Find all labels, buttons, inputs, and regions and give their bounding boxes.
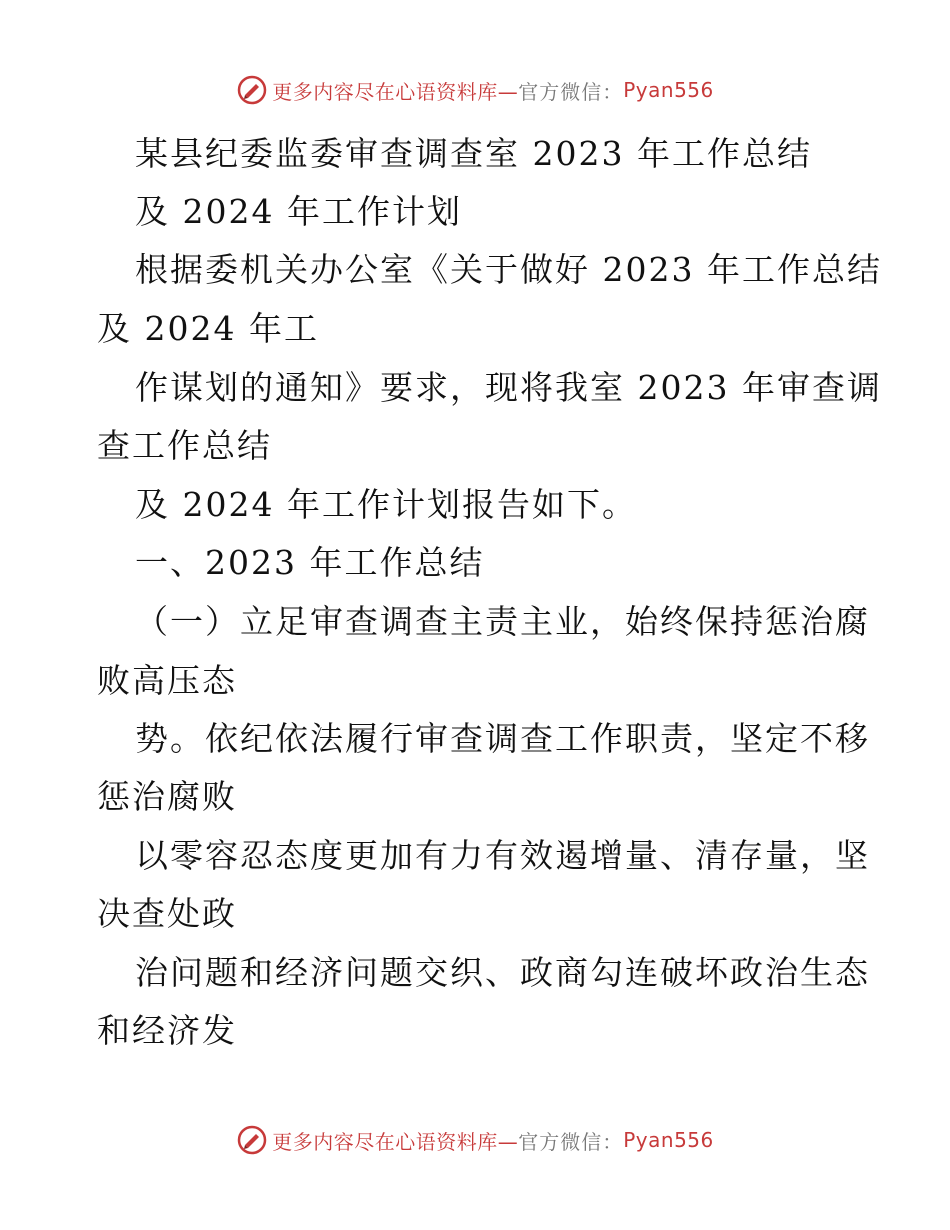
paragraph-line: （一）立足审查调查主责主业，始终保持惩治腐	[135, 602, 870, 641]
paragraph-line: 势。依纪依法履行审查调查工作职责，坚定不移	[135, 719, 870, 758]
paragraph-line: 败高压态	[97, 661, 237, 700]
paragraph-line: 决查处政	[97, 894, 237, 933]
watermark-red-text: 更多内容尽在心语资料库—	[272, 79, 519, 104]
watermark-red-text: 更多内容尽在心语资料库—	[272, 1129, 519, 1154]
watermark-wechat-id: Pyan556	[623, 1128, 714, 1152]
paragraph-line: 作谋划的通知》要求，现将我室 2023 年审查调	[135, 368, 882, 407]
paragraph-line: 惩治腐败	[97, 777, 237, 816]
paragraph-line: 以零容忍态度更加有力有效遏增量、清存量，坚	[135, 836, 870, 875]
paragraph-line: 根据委机关办公室《关于做好 2023 年工作总结	[135, 250, 882, 289]
paragraph-line: 及 2024 年工作计划报告如下。	[135, 485, 637, 524]
paragraph-line: 及 2024 年工	[97, 309, 319, 348]
watermark-footer	[0, 1120, 950, 1160]
paragraph-line: 和经济发	[97, 1011, 237, 1050]
section-heading: 一、2023 年工作总结	[135, 543, 485, 582]
watermark-gray-text: 官方微信：	[518, 79, 624, 104]
watermark-gray-text: 官方微信：	[518, 1129, 624, 1154]
paragraph-line: 查工作总结	[97, 426, 272, 465]
paragraph-line: 治问题和经济问题交织、政商勾连破坏政治生态	[135, 953, 870, 992]
pen-logo-icon	[236, 1124, 268, 1156]
watermark-wechat-id: Pyan556	[623, 78, 714, 102]
doc-title-line-1: 某县纪委监委审查调查室 2023 年工作总结	[135, 134, 812, 173]
watermark-header	[0, 70, 950, 110]
doc-title-line-2: 及 2024 年工作计划	[135, 192, 462, 231]
pen-logo-icon	[236, 74, 268, 106]
